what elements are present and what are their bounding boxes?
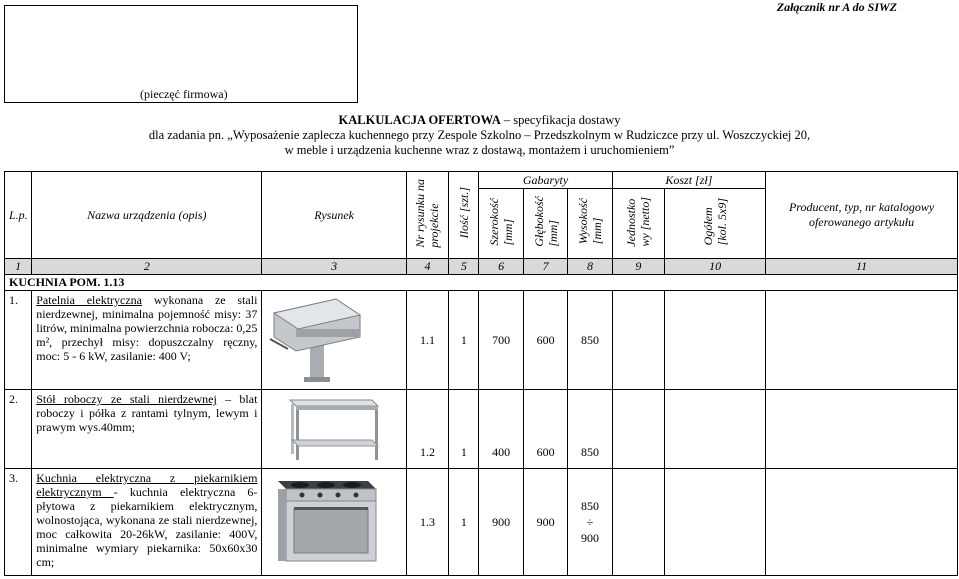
col-nr-line2: projekcie bbox=[427, 203, 442, 248]
row-unit-price[interactable] bbox=[612, 390, 664, 469]
col-height-l1: Wysokość bbox=[575, 198, 590, 245]
table-row bbox=[5, 469, 958, 576]
row-drawing bbox=[262, 291, 406, 390]
col-nr bbox=[406, 172, 448, 259]
col-number: 3 bbox=[262, 259, 406, 275]
col-total-l2: [kol. 5x9] bbox=[715, 197, 730, 246]
col-number: 6 bbox=[479, 259, 523, 275]
col-unit-price bbox=[612, 189, 664, 259]
col-producer: Producent, typ, nr katalogowy oferowanego artykułu bbox=[766, 172, 958, 259]
row-description bbox=[32, 291, 262, 390]
col-number: 1 bbox=[5, 259, 32, 275]
col-total-l1: Ogółem bbox=[701, 207, 716, 246]
col-height-l2: [mm] bbox=[589, 217, 604, 245]
col-qty bbox=[449, 172, 479, 259]
row-height-range bbox=[568, 469, 612, 576]
col-cost: Koszt [zł] bbox=[612, 172, 765, 189]
row-depth: 900 bbox=[523, 469, 567, 576]
col-depth-l2: [mm] bbox=[545, 220, 560, 247]
row-nr: 1.3 bbox=[406, 469, 448, 576]
row-nr: 1.2 bbox=[406, 390, 448, 469]
row-lp-text: 3. bbox=[9, 471, 18, 485]
height-max: 900 bbox=[580, 531, 599, 545]
col-unit-l1: Jednostko bbox=[624, 198, 639, 247]
title-bold: KALKULACJA OFERTOWA bbox=[338, 113, 501, 127]
col-width-l2: [mm] bbox=[501, 218, 516, 246]
item-description: - kuchnia elektryczna 6-płytowa z piekarnikiem elektrycznym, wolnostojąca, wykonana ze stali nierdzewnej, moc całkowita 20-26kW, zasilanie: 400V, minimalne wymiary piekarnika: 50x60x30 cm; bbox=[36, 485, 258, 569]
col-number: 2 bbox=[32, 259, 262, 275]
row-lp bbox=[5, 390, 32, 469]
item-name: Stół roboczy ze stali nierdzewnej bbox=[36, 392, 217, 406]
tilting-pan-image bbox=[264, 293, 404, 383]
col-depth bbox=[523, 189, 567, 259]
row-height: 850 bbox=[568, 291, 612, 390]
table-row bbox=[5, 291, 958, 390]
col-total bbox=[665, 189, 766, 259]
stamp-label: (pieczęć firmowa) bbox=[140, 87, 228, 101]
document-title bbox=[0, 113, 959, 128]
row-total[interactable] bbox=[665, 291, 766, 390]
row-description bbox=[32, 469, 262, 576]
column-number-row bbox=[5, 259, 958, 275]
col-number: 5 bbox=[449, 259, 479, 275]
row-qty: 1 bbox=[449, 469, 479, 576]
row-depth: 600 bbox=[523, 390, 567, 469]
row-width: 700 bbox=[479, 291, 523, 390]
row-lp bbox=[5, 469, 32, 576]
annex-label: Załącznik nr A do SIWZ bbox=[776, 0, 897, 14]
offer-table bbox=[4, 171, 958, 576]
item-name: Patelnia elektryczna bbox=[36, 293, 143, 307]
col-number: 9 bbox=[612, 259, 664, 275]
row-total[interactable] bbox=[665, 469, 766, 576]
work-table-image bbox=[264, 392, 404, 462]
col-number: 8 bbox=[568, 259, 612, 275]
col-nr-line1: Nr rysunku na bbox=[413, 178, 428, 248]
col-width bbox=[479, 189, 523, 259]
col-unit-l2: wy [netto] bbox=[638, 196, 653, 247]
col-width-l1: Szerokość bbox=[487, 197, 502, 246]
col-number: 11 bbox=[766, 259, 958, 275]
title-rest: – specyfikacja dostawy bbox=[500, 113, 621, 127]
row-nr: 1.1 bbox=[406, 291, 448, 390]
col-number: 4 bbox=[406, 259, 448, 275]
row-producer[interactable] bbox=[766, 291, 958, 390]
item-description: wykonana ze stali nierdzewnej, minimalna pojemność misy: 37 litrów, minimalna powierzchnia robocza: 0,25 m², przechył misy: dopuszczalny ręczny, moc: 5 - 6 kW, zasilanie: 400 V; bbox=[36, 293, 258, 363]
row-width: 900 bbox=[479, 469, 523, 576]
col-name: Nazwa urządzenia (opis) bbox=[32, 172, 262, 259]
row-lp bbox=[5, 291, 32, 390]
row-height: 850 bbox=[568, 390, 612, 469]
row-description bbox=[32, 390, 262, 469]
row-lp-text: 2. bbox=[9, 392, 18, 406]
item-name: Kuchnia elektryczna z piekarnikiem elektrycznym bbox=[36, 471, 258, 499]
item-description: – blat roboczy i półka z rantami tylnym, lewym i prawym wys.40mm; bbox=[36, 392, 258, 434]
row-drawing bbox=[262, 469, 406, 576]
col-depth-l1: Głębokość bbox=[531, 196, 546, 247]
col-dims: Gabaryty bbox=[479, 172, 612, 189]
row-lp-text: 1. bbox=[9, 293, 18, 307]
section-row bbox=[5, 275, 958, 291]
row-producer[interactable] bbox=[766, 390, 958, 469]
col-qty-text: Ilość [szt.] bbox=[456, 187, 471, 239]
electric-range-image bbox=[264, 471, 404, 569]
row-unit-price[interactable] bbox=[612, 291, 664, 390]
table-row bbox=[5, 390, 958, 469]
row-qty: 1 bbox=[449, 291, 479, 390]
row-depth: 600 bbox=[523, 291, 567, 390]
section-title: KUCHNIA POM. 1.13 bbox=[5, 275, 958, 291]
task-line: dla zadania pn. „Wyposażenie zaplecza kuchennego przy Zespole Szkolno – Przedszkolnym w Rudziczce przy ul. Woszczyckiej 20, bbox=[148, 128, 811, 142]
task-line-2: w meble i urządzenia kuchenne wraz z dostawą, montażem i uruchomieniem” bbox=[284, 143, 675, 157]
row-width: 400 bbox=[479, 390, 523, 469]
row-qty: 1 bbox=[449, 390, 479, 469]
row-producer[interactable] bbox=[766, 469, 958, 576]
col-number: 10 bbox=[665, 259, 766, 275]
col-lp: L.p. bbox=[5, 172, 32, 259]
row-unit-price[interactable] bbox=[612, 469, 664, 576]
row-drawing bbox=[262, 390, 406, 469]
row-total[interactable] bbox=[665, 390, 766, 469]
col-height bbox=[568, 189, 612, 259]
col-drawing: Rysunek bbox=[262, 172, 406, 259]
height-range-sign: ÷ bbox=[586, 515, 594, 529]
height-min: 850 bbox=[580, 499, 599, 513]
col-number: 7 bbox=[523, 259, 567, 275]
